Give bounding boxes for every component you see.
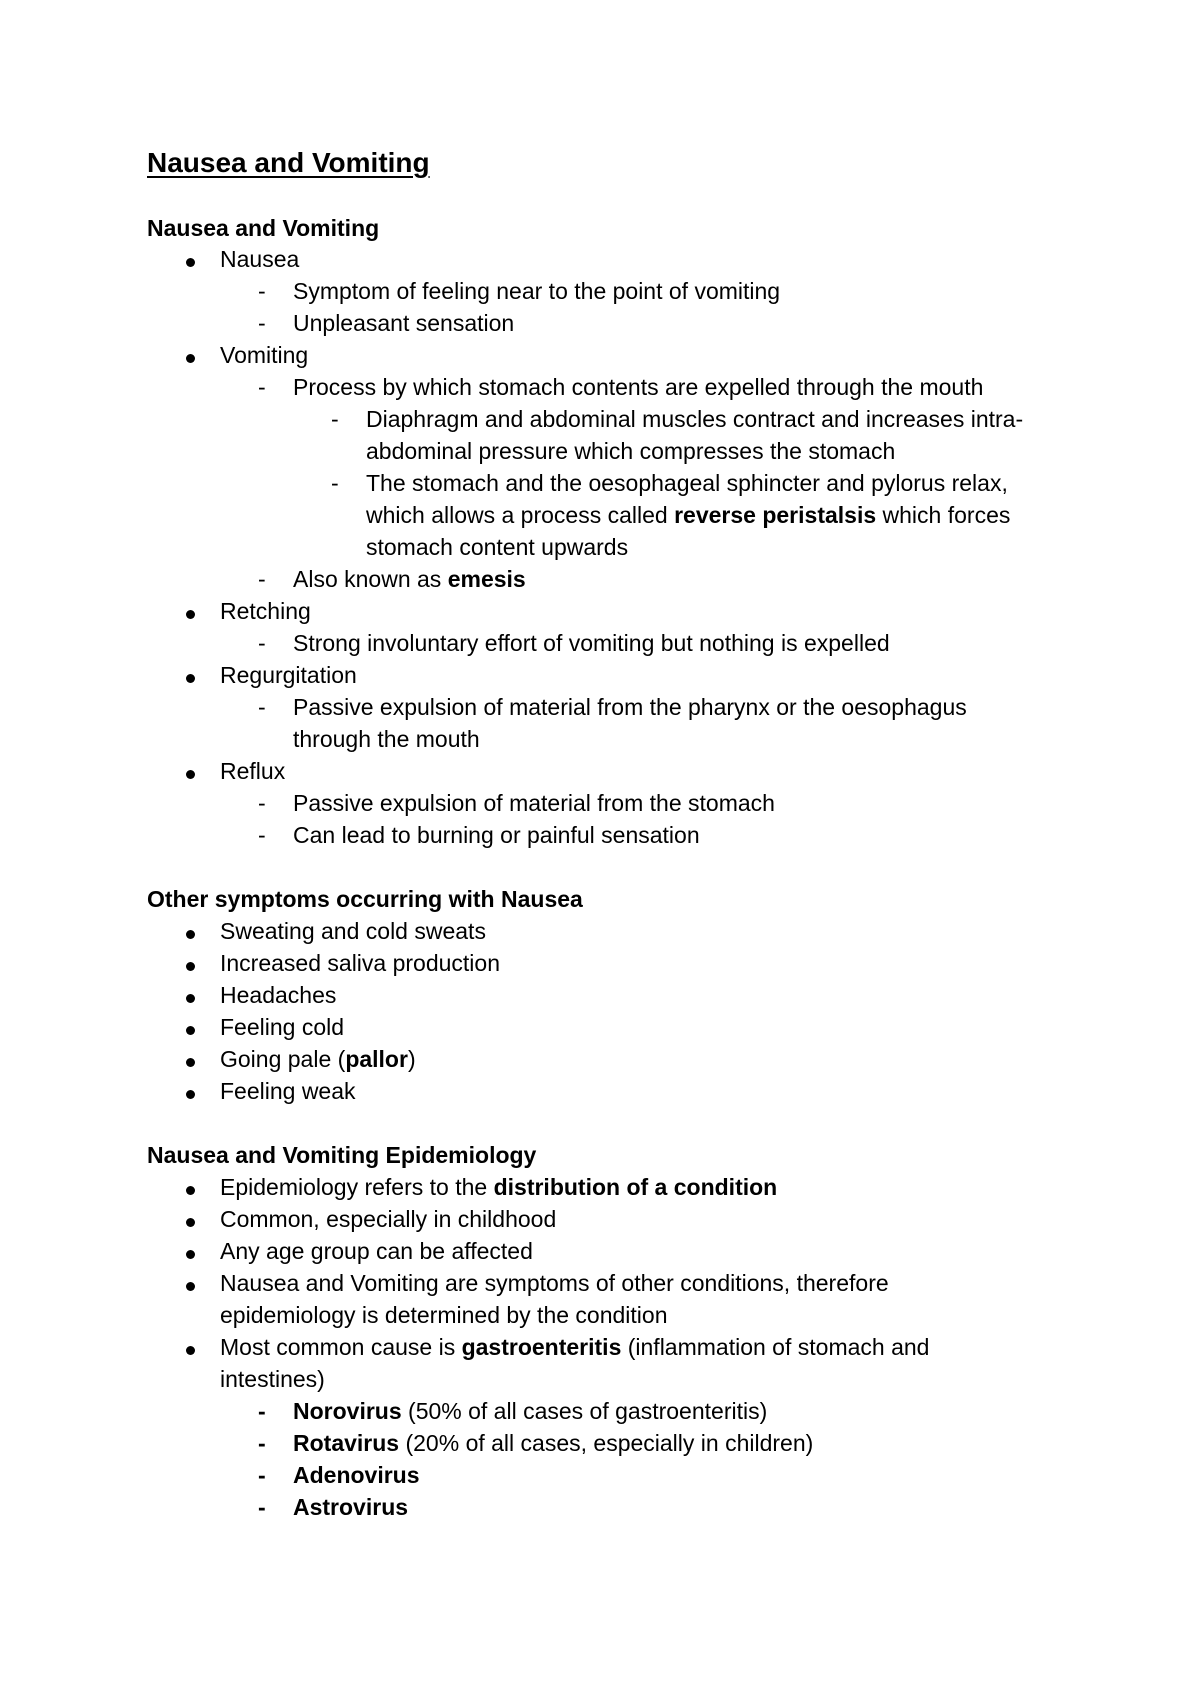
term-pallor: pallor xyxy=(345,1046,408,1072)
text-run: (50% of all cases of gastroenteritis) xyxy=(401,1398,768,1424)
list-item-nausea: Nausea xyxy=(220,246,300,272)
text-run: (20% of all cases, especially in children) xyxy=(399,1430,814,1456)
section-heading-nausea-vomiting: Nausea and Vomiting xyxy=(147,215,380,241)
dash-icon: - xyxy=(258,630,266,656)
list-item-feeling-weak: Feeling weak xyxy=(220,1078,356,1104)
bullet-icon xyxy=(186,610,195,619)
dash-icon: - xyxy=(331,406,339,432)
term-rotavirus: Rotavirus xyxy=(293,1430,400,1456)
term-adenovirus: Adenovirus xyxy=(293,1462,420,1488)
term-distribution: distribution of a condition xyxy=(493,1174,778,1200)
list-item-retching: Retching xyxy=(220,598,311,624)
dash-icon: - xyxy=(258,1398,266,1424)
list-item-regurgitation: Regurgitation xyxy=(220,662,357,688)
list-item-emesis xyxy=(293,563,526,595)
bullet-icon xyxy=(186,962,195,971)
list-item-rotavirus xyxy=(293,1427,813,1459)
list-item-sphincter-line2 xyxy=(366,499,1010,531)
list-item-sweating: Sweating and cold sweats xyxy=(220,918,486,944)
dash-icon: - xyxy=(258,790,266,816)
list-item-any-age: Any age group can be affected xyxy=(220,1238,533,1264)
list-item-nausea-definition: Symptom of feeling near to the point of vomiting xyxy=(293,278,781,304)
text-run: (inflammation of stomach and xyxy=(621,1334,930,1360)
list-item-pallor xyxy=(220,1043,416,1075)
page-title: Nausea and Vomiting xyxy=(147,147,430,178)
list-item-reflux-sensation: Can lead to burning or painful sensation xyxy=(293,822,700,848)
term-reverse-peristalsis: reverse peristalsis xyxy=(674,502,877,528)
text-run: ) xyxy=(407,1046,416,1072)
text-run: Going pale ( xyxy=(220,1046,346,1072)
section-heading-other-symptoms: Other symptoms occurring with Nausea xyxy=(147,886,583,912)
dash-icon: - xyxy=(258,1430,266,1456)
term-gastroenteritis: gastroenteritis xyxy=(461,1334,622,1360)
list-item-vomiting: Vomiting xyxy=(220,342,309,368)
text-run: Epidemiology refers to the xyxy=(220,1174,494,1200)
text-run: Also known as xyxy=(293,566,448,592)
list-item-feeling-cold: Feeling cold xyxy=(220,1014,345,1040)
bullet-icon xyxy=(186,258,195,267)
list-item-regurgitation-line2: through the mouth xyxy=(293,726,480,752)
list-item-retching-definition: Strong involuntary effort of vomiting but nothing is expelled xyxy=(293,630,890,656)
list-item-vomiting-process: Process by which stomach contents are expelled through the mouth xyxy=(293,374,984,400)
bullet-icon xyxy=(186,1026,195,1035)
term-astrovirus: Astrovirus xyxy=(293,1494,409,1520)
bullet-icon xyxy=(186,1090,195,1099)
bullet-icon xyxy=(186,674,195,683)
list-item-sphincter-line1: The stomach and the oesophageal sphincter and pylorus relax, xyxy=(366,470,1008,496)
list-item-sphincter-line3: stomach content upwards xyxy=(366,534,629,560)
list-item-regurgitation-line1: Passive expulsion of material from the pharynx or the oesophagus xyxy=(293,694,967,720)
term-emesis: emesis xyxy=(447,566,526,592)
text-run: Most common cause is xyxy=(220,1334,462,1360)
list-item-adenovirus xyxy=(293,1459,420,1491)
bullet-icon xyxy=(186,930,195,939)
bullet-icon xyxy=(186,1218,195,1227)
text-run: which allows a process called xyxy=(366,502,675,528)
dash-icon: - xyxy=(258,1494,266,1520)
list-item-diaphragm-line1: Diaphragm and abdominal muscles contract and increases intra- xyxy=(366,406,1024,432)
bullet-icon xyxy=(186,770,195,779)
dash-icon: - xyxy=(331,470,339,496)
dash-icon: - xyxy=(258,1462,266,1488)
dash-icon: - xyxy=(258,822,266,848)
term-norovirus: Norovirus xyxy=(293,1398,402,1424)
bullet-icon xyxy=(186,1186,195,1195)
dash-icon: - xyxy=(258,566,266,592)
bullet-icon xyxy=(186,1282,195,1291)
bullet-icon xyxy=(186,354,195,363)
bullet-icon xyxy=(186,994,195,1003)
section-heading-epidemiology: Nausea and Vomiting Epidemiology xyxy=(147,1142,537,1168)
bullet-icon xyxy=(186,1346,195,1355)
dash-icon: - xyxy=(258,694,266,720)
list-item-norovirus xyxy=(293,1395,767,1427)
list-item-childhood: Common, especially in childhood xyxy=(220,1206,557,1232)
list-item-reflux: Reflux xyxy=(220,758,286,784)
list-item-saliva: Increased saliva production xyxy=(220,950,500,976)
list-item-symptoms-line1: Nausea and Vomiting are symptoms of other conditions, therefore xyxy=(220,1270,889,1296)
list-item-astrovirus xyxy=(293,1491,408,1523)
list-item-gastroenteritis-line2: intestines) xyxy=(220,1366,325,1392)
text-run: which forces xyxy=(876,502,1011,528)
list-item-epidemiology-definition xyxy=(220,1171,777,1203)
dash-icon: - xyxy=(258,278,266,304)
list-item-diaphragm-line2: abdominal pressure which compresses the stomach xyxy=(366,438,896,464)
list-item-reflux-definition: Passive expulsion of material from the stomach xyxy=(293,790,775,816)
list-item-headaches: Headaches xyxy=(220,982,337,1008)
list-item-symptoms-line2: epidemiology is determined by the condition xyxy=(220,1302,668,1328)
list-item-nausea-sensation: Unpleasant sensation xyxy=(293,310,515,336)
dash-icon: - xyxy=(258,374,266,400)
bullet-icon xyxy=(186,1058,195,1067)
bullet-icon xyxy=(186,1250,195,1259)
dash-icon: - xyxy=(258,310,266,336)
list-item-gastroenteritis-line1 xyxy=(220,1331,929,1363)
